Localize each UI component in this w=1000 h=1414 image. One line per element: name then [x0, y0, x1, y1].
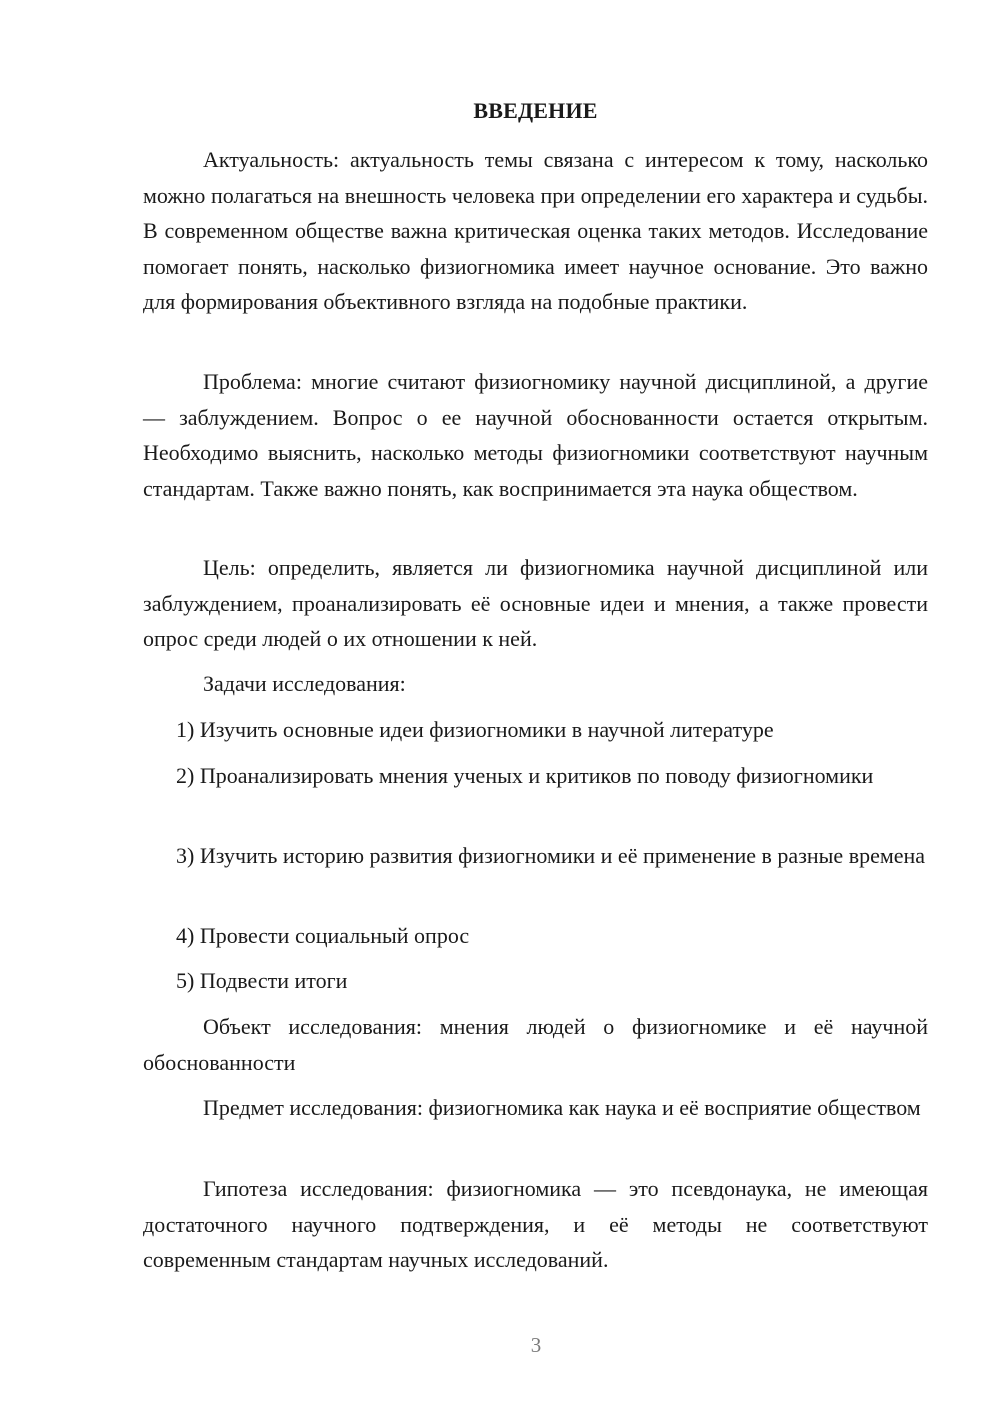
relevance-paragraph: Актуальность: актуальность темы связана с интересом к тому, насколько можно полагаться на внешность человека при определении его характера и судьбы. В современном обществе важна критическая оценка таких методов. Исследование помогает понять, насколько физиогномика имеет научное основание. Это важно для формирования объективного взгляда на подобные практики. [143, 147, 928, 314]
object-paragraph: Объект исследования: мнения людей о физиогномике и её научной обоснованности [143, 1014, 928, 1075]
task-item-3: 3) Изучить историю развития физиогномики и её применение в разные времена [176, 843, 926, 868]
task-item-5: 5) Подвести итоги [176, 968, 348, 993]
tasks-heading: Задачи исследования: [203, 671, 406, 696]
hypothesis-paragraph: Гипотеза исследования: физиогномика — это псевдонаука, не имеющая достаточного научного подтверждения, и её методы не соответствуют современным стандартам научных исследований. [143, 1176, 928, 1272]
page-title: ВВЕДЕНИЕ [473, 98, 598, 123]
task-item-4: 4) Провести социальный опрос [176, 923, 470, 948]
task-item-2: 2) Проанализировать мнения ученых и критиков по поводу физиогномики [176, 763, 874, 788]
goal-paragraph: Цель: определить, является ли физиогномика научной дисциплиной или заблуждением, проанализировать её основные идеи и мнения, а также провести опрос среди людей о их отношении к ней. [143, 555, 928, 651]
page-number: 3 [530, 1333, 542, 1357]
subject-paragraph: Предмет исследования: физиогномика как наука и её восприятие обществом [203, 1095, 921, 1120]
task-item-1: 1) Изучить основные идеи физиогномики в научной литературе [176, 717, 774, 742]
problem-paragraph: Проблема: многие считают физиогномику научной дисциплиной, а другие — заблуждением. Вопрос о ее научной обоснованности остается открытым. Необходимо выяснить, насколько методы физиогномики соответствуют научным стандартам. Также важно понять, как воспринимается эта наука обществом. [143, 369, 928, 501]
